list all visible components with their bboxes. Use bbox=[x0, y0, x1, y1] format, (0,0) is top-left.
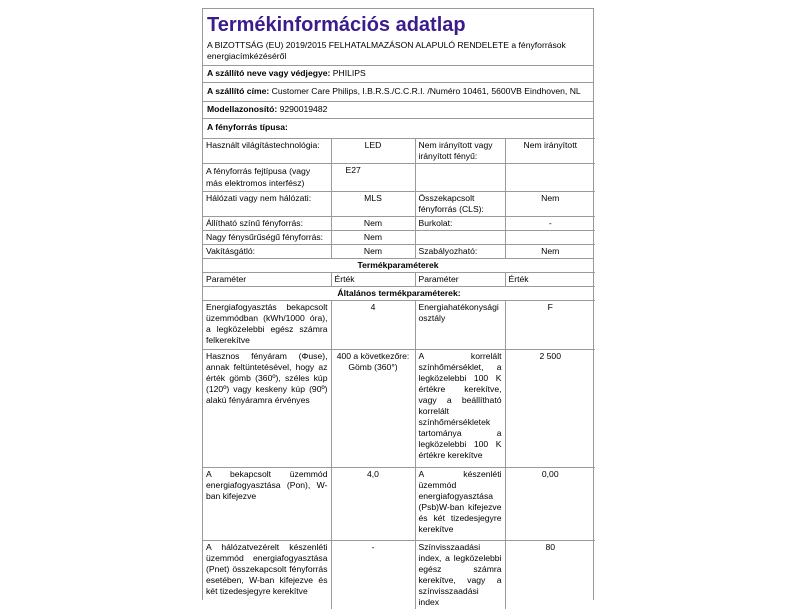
product-information-sheet bbox=[202, 8, 594, 600]
table-header-row bbox=[203, 273, 595, 287]
table-cell-label: A hálózatvezérelt készenléti üzemmód energiafogyasztása (Pnet) összekapcsolt fényforrás esetében, W-ban kifejezve és két tizedesjegyre kerekítve bbox=[203, 541, 331, 609]
table-row bbox=[203, 139, 595, 164]
table-cell-value: Nem bbox=[331, 217, 415, 231]
table-cell-label: Szabályozható: bbox=[415, 245, 505, 259]
regulation-text: A BIZOTTSÁG (EU) 2019/2015 FELHATALMAZÁSON ALAPULÓ RENDELETE a fényforrások energiacímkézéséről bbox=[203, 39, 593, 65]
light-source-type-table bbox=[203, 138, 595, 258]
table-cell-value: LED bbox=[331, 139, 415, 164]
model-row bbox=[203, 101, 593, 118]
table-row bbox=[203, 350, 595, 468]
table-row bbox=[203, 192, 595, 217]
table-row bbox=[203, 541, 595, 609]
address-label: A szállító címe: bbox=[207, 86, 269, 96]
address-row bbox=[203, 82, 593, 101]
table-cell-label: Használt világítástechnológia: bbox=[203, 139, 331, 164]
table-cell-label: A fényforrás fejtípusa (vagy más elektromos interfész) bbox=[203, 164, 331, 192]
model-value: 9290019482 bbox=[280, 104, 328, 114]
table-cell-value: 80 bbox=[505, 541, 595, 609]
table-cell-label: Nagy fénysűrűségű fényforrás: bbox=[203, 231, 331, 245]
supplier-row bbox=[203, 65, 593, 82]
table-cell-value: Nem bbox=[505, 245, 595, 259]
table-row bbox=[203, 231, 595, 245]
table-cell-label: Állítható színű fényforrás: bbox=[203, 217, 331, 231]
table-cell-value: F bbox=[505, 301, 595, 350]
model-label: Modellazonosító: bbox=[207, 104, 277, 114]
table-cell-value: - bbox=[505, 217, 595, 231]
table-cell-label: Nem irányított vagy irányított fényű: bbox=[415, 139, 505, 164]
page-title: Termékinformációs adatlap bbox=[203, 9, 593, 39]
column-header: Paraméter bbox=[415, 273, 505, 287]
table-cell-value: MLS bbox=[331, 192, 415, 217]
table-cell-label bbox=[415, 231, 505, 245]
table-row bbox=[203, 164, 595, 192]
table-cell-value: 4 bbox=[331, 301, 415, 350]
section-heading-row bbox=[203, 287, 595, 301]
table-cell-value: E27 bbox=[331, 164, 415, 192]
table-cell-value: Nem irányított bbox=[505, 139, 595, 164]
table-cell-label: A bekapcsolt üzemmód energiafogyasztása (Pon), W-ban kifejezve bbox=[203, 468, 331, 541]
table-cell-value: 2 500 bbox=[505, 350, 595, 468]
table-cell-value: 0,00 bbox=[505, 468, 595, 541]
column-header: Paraméter bbox=[203, 273, 331, 287]
column-header: Érték bbox=[331, 273, 415, 287]
table-cell-label bbox=[415, 164, 505, 192]
table-cell-label: Burkolat: bbox=[415, 217, 505, 231]
table-row bbox=[203, 245, 595, 259]
table-row bbox=[203, 301, 595, 350]
table-cell-value bbox=[505, 231, 595, 245]
table-cell-label: Színvisszaadási index, a legközelebbi egész számra kerekítve, vagy a színvisszaadási index bbox=[415, 541, 505, 609]
light-source-type-heading-text: A fényforrás típusa: bbox=[207, 122, 288, 132]
table-cell-value: Nem bbox=[505, 192, 595, 217]
table-cell-label: Hasznos fényáram (Φuse), annak feltüntetésével, hogy az érték gömb (360º), széles kúp (120º) vagy keskeny kúp (90º) alakú fényáramra érvényes bbox=[203, 350, 331, 468]
table-cell-value: Nem bbox=[331, 231, 415, 245]
product-parameters-table bbox=[203, 272, 595, 609]
table-cell-label: Összekapcsolt fényforrás (CLS): bbox=[415, 192, 505, 217]
supplier-value: PHILIPS bbox=[333, 68, 366, 78]
table-cell-value: Nem bbox=[331, 245, 415, 259]
table-cell-value bbox=[505, 164, 595, 192]
table-cell-label: A készenléti üzemmód energiafogyasztása (Psb)W-ban kifejezve és két tizedesjegyre kerekítve bbox=[415, 468, 505, 541]
table-cell-value: 400 a következőre: Gömb (360°) bbox=[331, 350, 415, 468]
product-parameters-heading: Termékparaméterek bbox=[203, 258, 593, 272]
table-cell-value: 4,0 bbox=[331, 468, 415, 541]
general-parameters-heading: Általános termékparaméterek: bbox=[203, 287, 595, 301]
table-cell-label: Vakításgátló: bbox=[203, 245, 331, 259]
table-cell-label: Energiahatékonysági osztály bbox=[415, 301, 505, 350]
table-row bbox=[203, 217, 595, 231]
address-value: Customer Care Philips, I.B.R.S./C.C.R.I. /Numéro 10461, 5600VB Eindhoven, NL bbox=[272, 86, 581, 96]
light-source-type-heading bbox=[203, 118, 593, 138]
table-cell-value: - bbox=[331, 541, 415, 609]
supplier-label: A szállító neve vagy védjegye: bbox=[207, 68, 330, 78]
table-row bbox=[203, 468, 595, 541]
table-cell-label: Energiafogyasztás bekapcsolt üzemmódban (kWh/1000 óra), a legközelebbi egész számra felkerekítve bbox=[203, 301, 331, 350]
table-cell-label: Hálózati vagy nem hálózati: bbox=[203, 192, 331, 217]
table-cell-label: A korrelált színhőmérséklet, a legközelebbi 100 K értékre kerekítve, vagy a beállítható korrelált színhőmérsékletek tartománya a legközelebbi 100 K értékre kerekítve bbox=[415, 350, 505, 468]
column-header: Érték bbox=[505, 273, 595, 287]
